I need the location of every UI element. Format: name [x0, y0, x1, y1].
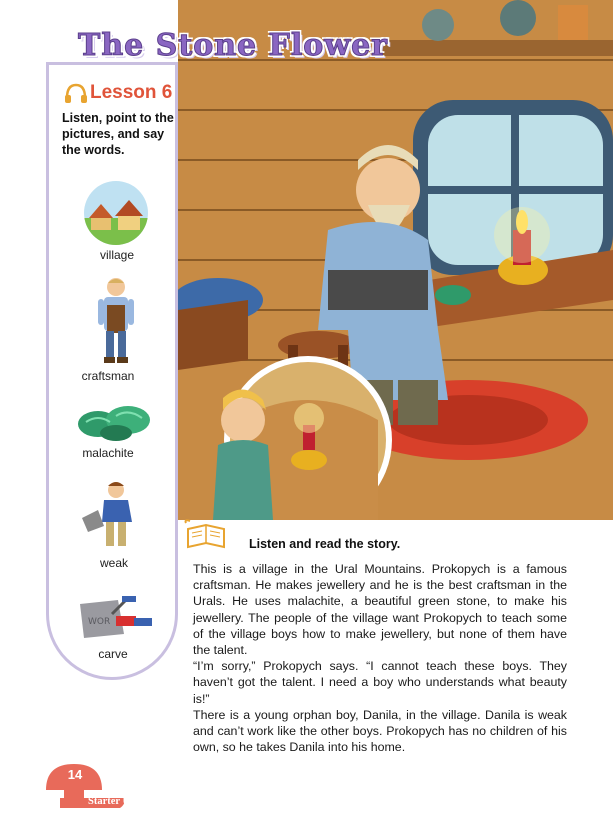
vocab-word-carve: carve: [98, 647, 128, 661]
weak-boy-picture: [80, 478, 152, 554]
story-illustration: [178, 0, 613, 520]
svg-text:WOR: WOR: [88, 617, 111, 627]
unit-label: Starter Unit: [88, 796, 143, 807]
malachite-picture: [76, 400, 154, 442]
vocab-word-craftsman: craftsman: [81, 369, 135, 383]
book-pen-icon: [184, 519, 228, 551]
page-title: The Stone Flower: [78, 28, 388, 63]
story-text: [193, 561, 567, 755]
story-paragraph: This is a village in the Ural Mountains. Prokopych is a famous craftsman. He makes jewellery and he is the best craftsman in the Urals. He uses malachite, a beautiful green stone, to make his jewellery. The people of the village want Prokopych to teach some of the village boys how to make jewellery, but none of them have the talent.: [193, 562, 567, 658]
story-paragraph: “I’m sorry,” Prokopych says. “I cannot teach these boys. They haven’t got the talent. I need a boy who understands what beauty is!”: [193, 659, 567, 706]
village-picture: [81, 180, 151, 246]
vocab-word-village: village: [99, 248, 135, 262]
vocab-word-malachite: malachite: [82, 446, 134, 460]
headphones-icon: [64, 82, 88, 104]
lesson-label: Lesson 6: [90, 82, 173, 103]
story-paragraph: There is a young orphan boy, Danila, in the village. Danila is weak and can’t work like the other boys. Prokopych has no children of his own, so he takes Danila into his home.: [193, 707, 567, 755]
page-number: 14: [67, 767, 83, 782]
carving-picture: [76, 594, 156, 644]
story-heading: Listen and read the story.: [249, 537, 401, 551]
vocabulary-instruction: Listen, point to the pictures, and say the words.: [62, 111, 174, 157]
craftsman-picture: [94, 275, 138, 365]
vocab-word-weak: weak: [99, 556, 128, 570]
lesson-header: [64, 82, 172, 104]
